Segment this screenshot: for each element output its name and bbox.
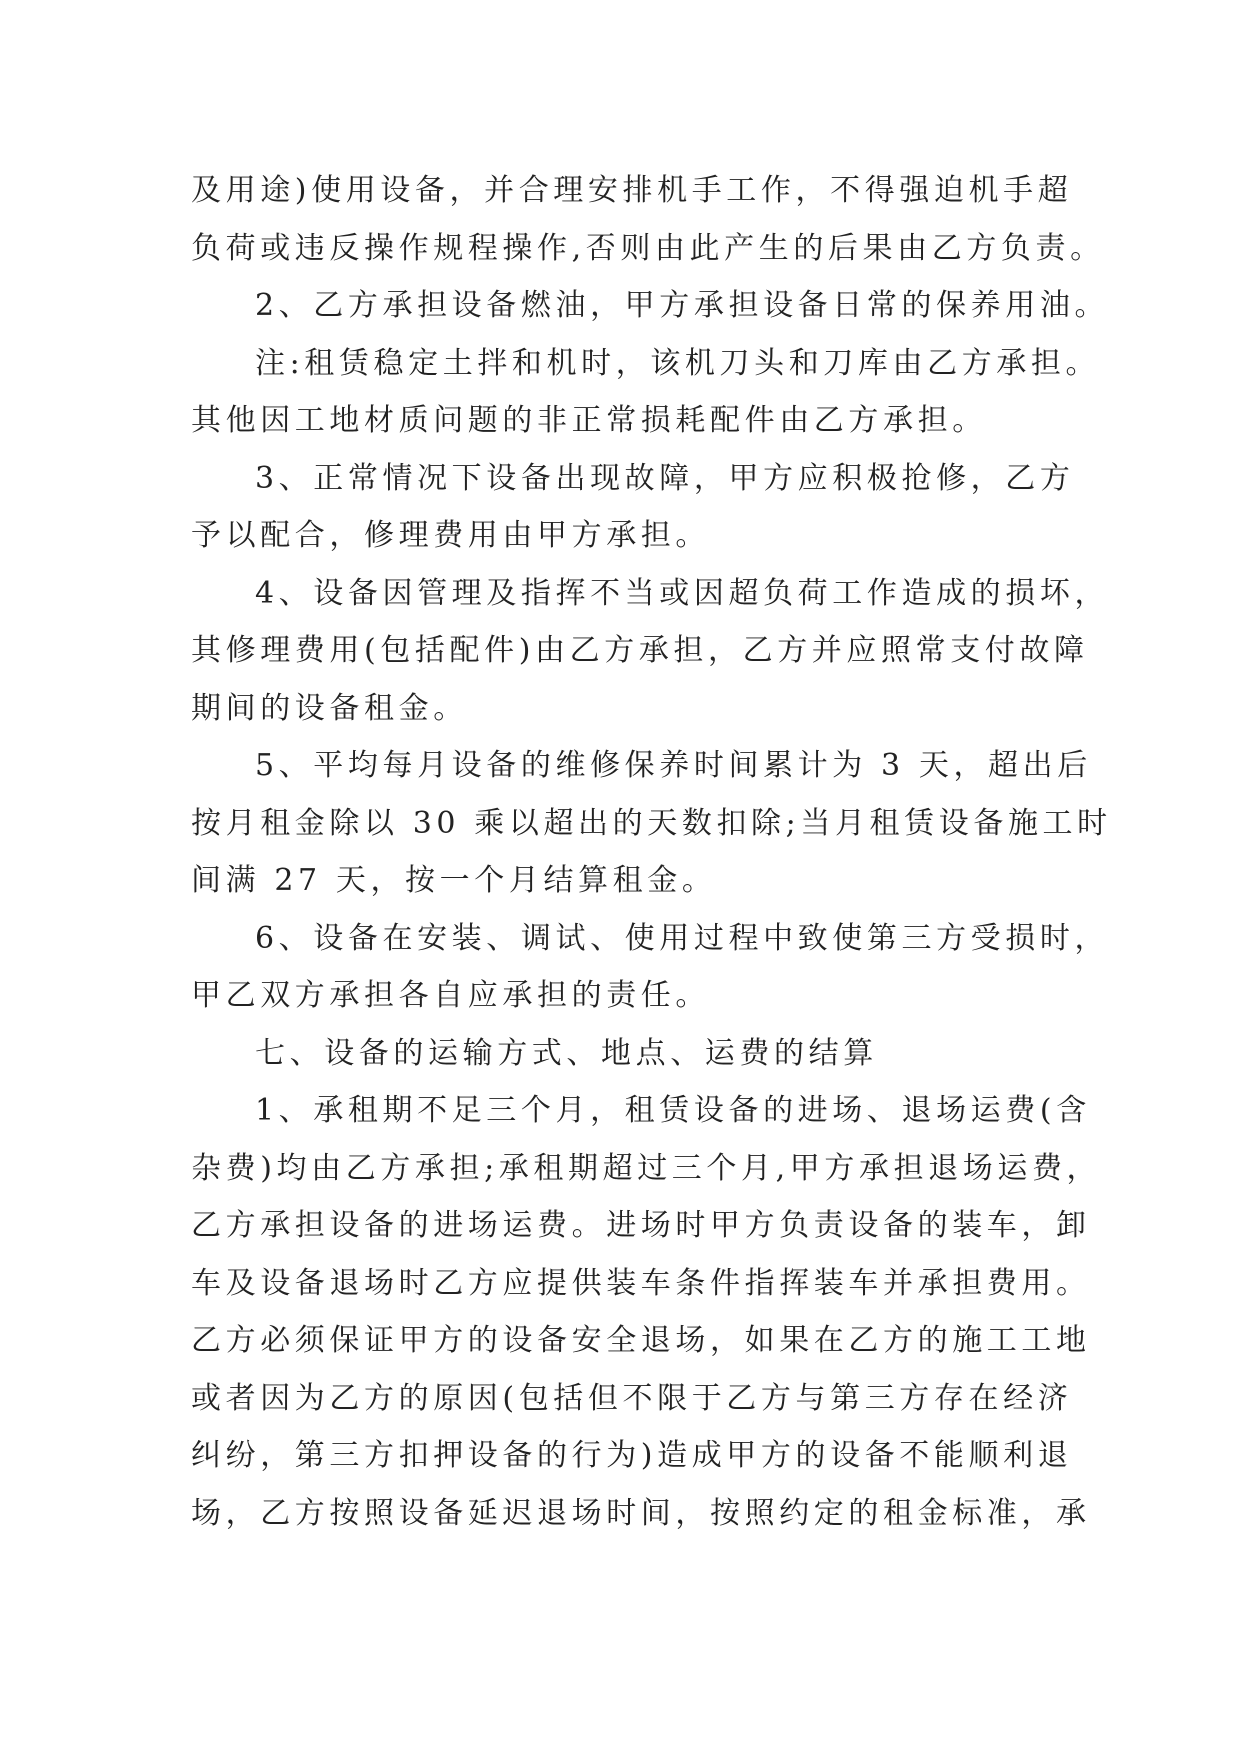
text-line: 5、平均每月设备的维修保养时间累计为 3 天，超出后 <box>255 748 1092 783</box>
text-line: 2、乙方承担设备燃油，甲方承担设备日常的保养用油。 <box>255 288 1110 323</box>
document-body <box>191 162 1112 1542</box>
text-line: 1、承租期不足三个月，租赁设备的进场、退场运费(含 <box>255 1093 1091 1128</box>
text-line: 其修理费用(包括配件)由乙方承担，乙方并应照常支付故障 <box>191 633 1089 668</box>
text-line: 4、设备因管理及指挥不当或因超负荷工作造成的损坏， <box>255 575 1110 611</box>
text-line: 乙方承担设备的进场运费。进场时甲方负责设备的装车，卸 <box>191 1208 1091 1243</box>
text-line: 车及设备退场时乙方应提供装车条件指挥装车并承担费用。 <box>191 1265 1091 1301</box>
text-line: 乙方必须保证甲方的设备安全退场，如果在乙方的施工工地 <box>191 1323 1091 1358</box>
text-line: 按月租金除以 30 乘以超出的天数扣除;当月租赁设备施工时 <box>191 805 1112 841</box>
text-line: 杂费)均由乙方承担;承租期超过三个月,甲方承担退场运费， <box>191 1150 1102 1186</box>
text-line: 3、正常情况下设备出现故障，甲方应积极抢修，乙方 <box>255 460 1075 496</box>
text-line: 其他因工地材质问题的非正常损耗配件由乙方承担。 <box>191 403 987 438</box>
text-line: 注:租赁稳定土拌和机时，该机刀头和刀库由乙方承担。 <box>255 345 1101 381</box>
text-line: 场，乙方按照设备延迟退场时间，按照约定的租金标准，承 <box>191 1495 1091 1531</box>
text-line: 或者因为乙方的原因(包括但不限于乙方与第三方存在经济 <box>191 1380 1073 1416</box>
text-line: 及用途)使用设备，并合理安排机手工作，不得强迫机手超 <box>191 173 1073 208</box>
section-heading: 七、设备的运输方式、地点、运费的结算 <box>255 1035 878 1071</box>
text-line: 负荷或违反操作规程操作,否则由此产生的后果由乙方负责。 <box>191 230 1105 266</box>
text-line: 间满 27 天，按一个月结算租金。 <box>191 863 717 898</box>
text-line: 予以配合，修理费用由甲方承担。 <box>191 518 710 553</box>
text-line: 6、设备在安装、调试、使用过程中致使第三方受损时， <box>255 920 1110 956</box>
text-line: 期间的设备租金。 <box>191 690 468 726</box>
text-line: 甲乙双方承担各自应承担的责任。 <box>191 978 710 1013</box>
text-line: 纠纷，第三方扣押设备的行为)造成甲方的设备不能顺利退 <box>191 1438 1073 1473</box>
